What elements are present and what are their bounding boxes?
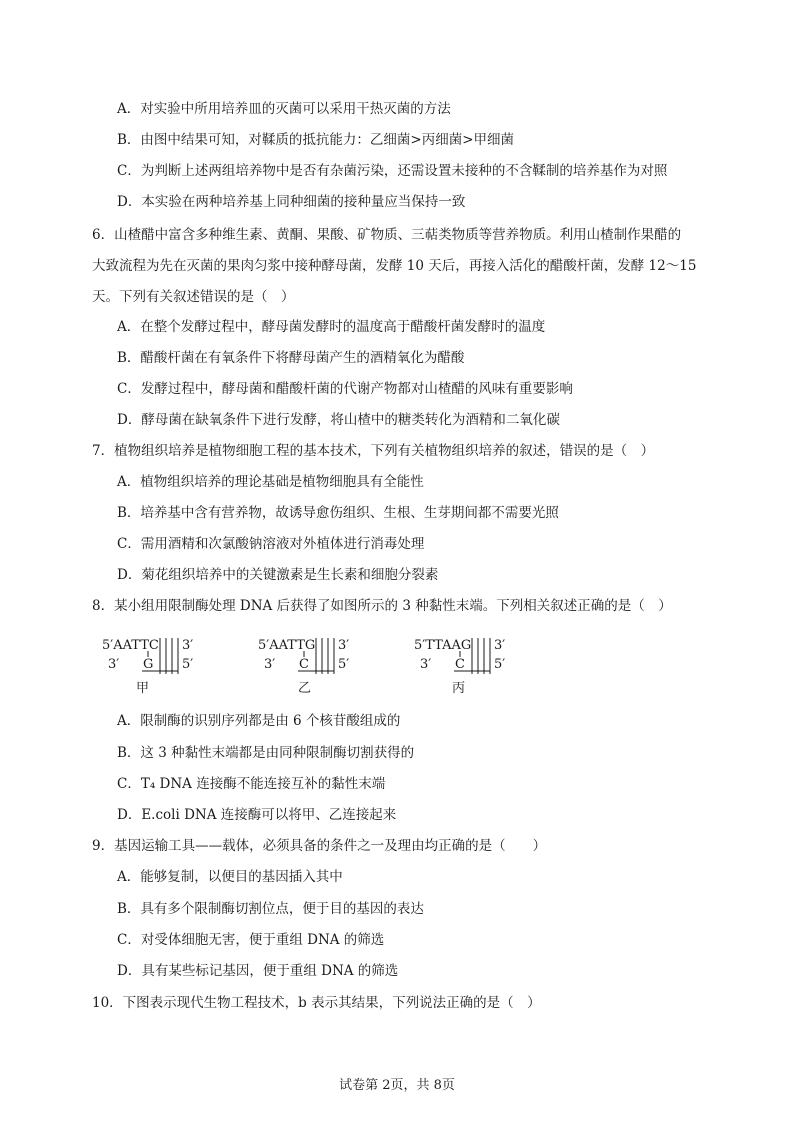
q8-stem: 8．某小组用限制酶处理 DNA 后获得了如图所示的 3 种黏性末端。下列相关叙述正确的是（ ） [92,598,672,614]
figure-yi-bottom-start: 3′ [264,657,276,672]
q6-option-c: C．发酵过程中，酵母菌和醋酸杆菌的代谢产物都对山楂醋的风味有重要影响 [117,381,573,397]
q8-option-a: A．限制酶的识别序列都是由 6 个核苷酸组成的 [117,713,401,729]
q5-option-d: D．本实验在两种培养基上同种细菌的接种量应当保持一致 [117,194,466,210]
q6-option-a: A．在整个发酵过程中，酵母菌发酵时的温度高于醋酸杆菌发酵时的温度 [117,319,546,335]
page-footer: 试卷第 2页，共 8页 [339,1078,455,1093]
figure-yi-label: 乙 [298,681,312,696]
q9-option-a: A．能够复制，以便目的基因插入其中 [117,869,343,885]
figure-bing-label: 丙 [452,681,466,696]
q6-stem-line-3: 天。下列有关叙述错误的是（ ） [92,289,295,305]
sticky-end-figure-bing [414,636,524,698]
q9-option-c: C．对受体细胞无害，便于重组 DNA 的筛选 [117,932,385,948]
figure-jia-top-end: 3′ [182,638,194,653]
figure-bing-top-seq: 5′TTAAG [414,638,472,653]
q7-option-b: B．培养基中含有营养物，故诱导愈伤组织、生根、生芽期间都不需要光照 [117,505,559,521]
q7-option-c: C．需用酒精和次氯酸钠溶液对外植体进行消毒处理 [117,536,425,552]
sticky-end-figure-jia [102,636,212,698]
q6-option-d: D．酵母菌在缺氧条件下进行发酵，将山楂中的糖类转化为酒精和二氧化碳 [117,412,560,428]
figure-bing-bottom-end: 5′ [494,657,506,672]
figure-yi-bottom-base: C [299,657,309,672]
q5-option-a: A．对实验中所用培养皿的灭菌可以采用干热灭菌的方法 [117,101,451,117]
figure-jia-label: 甲 [136,681,150,696]
q10-stem: 10．下图表示现代生物工程技术，b 表示其结果，下列说法正确的是（ ） [92,995,541,1011]
sticky-end-figure-yi [258,636,368,698]
q8-option-d: D．E.coli DNA 连接酶可以将甲、乙连接起来 [117,807,397,823]
q8-option-b: B．这 3 种黏性末端都是由同种限制酶切割获得的 [117,745,415,761]
figure-jia-bottom-start: 3′ [108,657,120,672]
figure-bing-bottom-start: 3′ [420,657,432,672]
q5-option-c: C．为判断上述两组培养物中是否有杂菌污染，还需设置未接种的不含鞣制的培养基作为对照 [117,163,668,179]
q5-option-b: B．由图中结果可知，对鞣质的抵抗能力：乙细菌>丙细菌>甲细菌 [117,132,515,148]
q6-stem-line-2: 大致流程为先在灭菌的果肉匀浆中接种酵母菌，发酵 10 天后，再接入活化的醋酸杆菌，发酵 12～15 [92,258,697,274]
figure-yi-top-seq: 5′AATTG [258,638,316,653]
figure-bing-top-end: 3′ [494,638,506,653]
figure-jia-bottom-end: 5′ [182,657,194,672]
q8-option-c: C．T₄ DNA 连接酶不能连接互补的黏性末端 [117,776,386,792]
figure-jia-bottom-base: G [143,657,154,672]
q9-option-d: D．具有某些标记基因，便于重组 DNA 的筛选 [117,963,399,979]
q6-option-b: B．醋酸杆菌在有氧条件下将酵母菌产生的酒精氧化为醋酸 [117,350,465,366]
figure-bing-bottom-base: C [455,657,465,672]
q7-stem: 7．植物组织培养是植物细胞工程的基本技术，下列有关植物组织培养的叙述，错误的是（ ） [92,443,655,459]
q6-stem-line-1: 6．山楂醋中富含多种维生素、黄酮、果酸、矿物质、三萜类物质等营养物质。利用山楂制作果醋的 [92,227,682,243]
q7-option-a: A．植物组织培养的理论基础是植物细胞具有全能性 [117,474,424,490]
q9-stem: 9．基因运输工具——载体，必须具备的条件之一及理由均正确的是（ ） [92,838,547,854]
figure-yi-top-end: 3′ [338,638,350,653]
figure-yi-bottom-end: 5′ [338,657,350,672]
q7-option-d: D．菊花组织培养中的关键激素是生长素和细胞分裂素 [117,567,439,583]
figure-jia-top-seq: 5′AATTC [102,638,159,653]
q9-option-b: B．具有多个限制酶切割位点，便于目的基因的表达 [117,901,424,917]
